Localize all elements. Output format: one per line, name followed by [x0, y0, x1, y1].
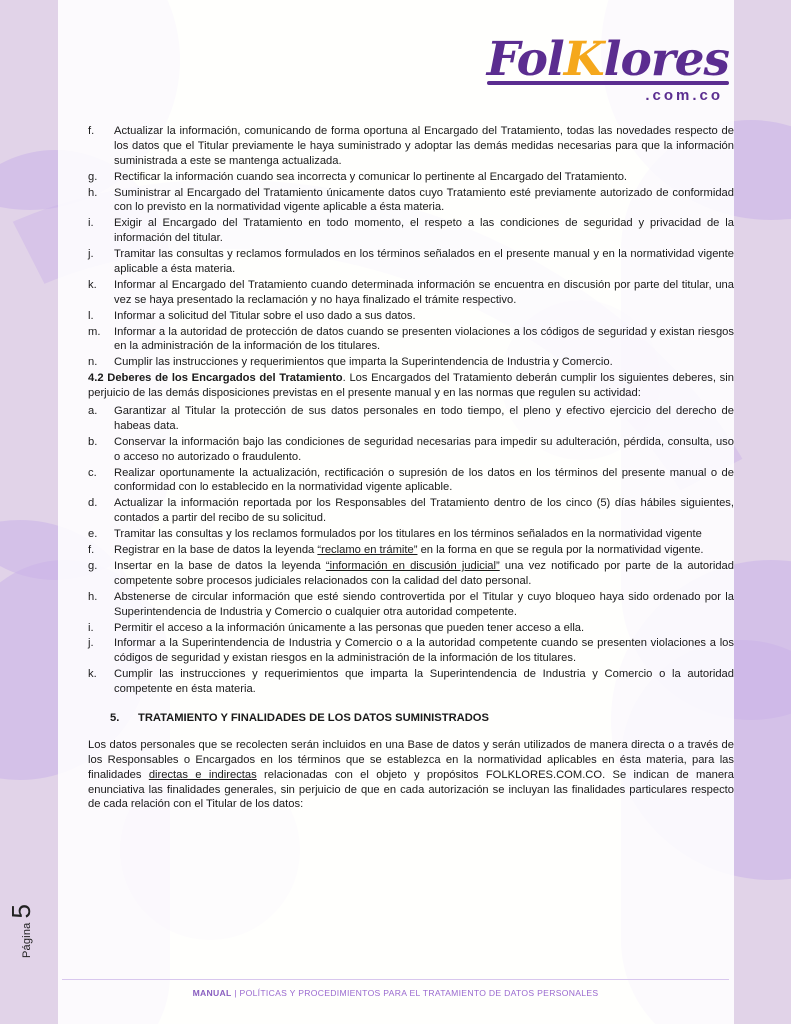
list-marker: j.	[88, 637, 94, 650]
list-item	[88, 435, 734, 465]
list-item	[88, 186, 734, 216]
section-5-heading	[88, 711, 734, 726]
list-marker: a.	[88, 405, 98, 418]
list-item	[88, 404, 734, 434]
list-item	[88, 590, 734, 620]
list-text	[114, 559, 734, 589]
section-5-number: 5.	[110, 711, 120, 724]
footer-divider	[62, 979, 729, 980]
section-5-paragraph-pre: Los datos personales que se recolecten serán incluidos en una Base de datos y serán utilizados de manera directa o a través de los Responsables o Encargados en los términos que se establezca en la normatividad aplicables en ésta materia, para las finalidades	[88, 738, 734, 781]
logo-domain: .com.co	[645, 87, 723, 104]
list-item	[88, 278, 734, 308]
list-text: Permitir el acceso a la información únicamente a las personas que pueden tener acceso a ella.	[114, 621, 585, 634]
footer-title: POLÍTICAS Y PROCEDIMIENTOS PARA EL TRATAMIENTO DE DATOS PERSONALES	[239, 988, 599, 998]
section-5-paragraph-underlined: directas e indirectas	[148, 768, 257, 781]
list-text: Informar a solicitud del Titular sobre el uso dado a sus datos.	[114, 309, 416, 322]
list-text: Tramitar las consultas y los reclamos formulados por los titulares en los términos señalados en la normatividad vigente	[114, 528, 702, 541]
list-item	[88, 170, 734, 185]
section-42-intro-text: . Los Encargados del Tratamiento deberán cumplir los siguientes deberes, sin perjuicio de las demás disposiciones previstas en el presente manual y en las normas que regulen su actividad:	[88, 372, 734, 400]
list-item	[88, 559, 734, 589]
deberes-encargados-list	[88, 404, 734, 697]
logo-letter-k: K	[563, 32, 604, 87]
list-text-pre: Registrar en la base de datos la leyenda	[114, 544, 318, 557]
list-text: Abstenerse de circular información que esté siendo controvertida por el Titular y cuyo bloqueo haya sido ordenado por la Superintendencia de Industria y Comercio o cualquier otra autoridad competente.	[114, 590, 734, 618]
list-marker: d.	[88, 497, 98, 510]
list-text-post: en la forma en que se regula por la normatividad vigente.	[417, 544, 704, 557]
list-marker: f.	[88, 544, 95, 557]
section-5-title: TRATAMIENTO Y FINALIDADES DE LOS DATOS SUMINISTRADOS	[138, 711, 489, 724]
section-42-heading: 4.2 Deberes de los Encargados del Tratamiento	[88, 372, 343, 385]
list-item	[88, 496, 734, 526]
list-item	[88, 636, 734, 666]
list-marker: m.	[88, 325, 101, 338]
list-marker: i.	[88, 217, 94, 230]
list-marker: j.	[88, 248, 94, 261]
list-text	[114, 543, 734, 558]
list-text: Exigir al Encargado del Tratamiento en todo momento, el respeto a las condiciones de seguridad y privacidad de la información del titular.	[114, 217, 734, 245]
list-text-pre: Insertar en la base de datos la leyenda	[114, 559, 326, 572]
list-text: Suministrar al Encargado del Tratamiento únicamente datos cuyo Tratamiento esté previamente autorizado de conformidad con lo previsto en la normatividad vigente aplicable a ésta materia.	[114, 186, 734, 214]
list-marker: l.	[88, 309, 94, 322]
list-text: Conservar la información bajo las condiciones de seguridad necesarias para impedir su adulteración, pérdida, consulta, uso o acceso no autorizado o fraudulento.	[114, 435, 734, 463]
list-text-underlined: “información en discusión judicial”	[325, 559, 500, 572]
list-item	[88, 325, 734, 355]
logo-text-post: lores	[603, 32, 729, 87]
list-text: Informar a la autoridad de protección de datos cuando se presenten violaciones a los códigos de seguridad y existan riesgos en la administración de la información de los titulares.	[114, 325, 734, 353]
logo-text-pre: Fol	[486, 32, 564, 87]
list-item	[88, 527, 734, 542]
list-text: Tramitar las consultas y reclamos formulados en los términos señalados en el presente manual y en la normatividad vigente aplicable a ésta materia.	[114, 248, 734, 276]
list-item	[88, 667, 734, 697]
list-marker: g.	[88, 170, 98, 183]
list-text: Realizar oportunamente la actualización, rectificación o supresión de los datos en los términos del presente manual o de conformidad con lo establecido en la normatividad vigente aplicable.	[114, 466, 734, 494]
page-footer	[0, 988, 791, 998]
list-item	[88, 466, 734, 496]
page-label: Página	[21, 922, 33, 958]
list-text: Actualizar la información reportada por los Responsables del Tratamiento dentro de los cinco (5) días hábiles siguientes, contados a partir del recibo de su solicitud.	[114, 497, 734, 525]
list-item	[88, 309, 734, 324]
list-marker: e.	[88, 528, 98, 541]
list-item	[88, 543, 734, 558]
list-marker: k.	[88, 278, 97, 291]
list-text: Rectificar la información cuando sea incorrecta y comunicar lo pertinente al Encargado del Tratamiento.	[114, 170, 628, 183]
page-number-sidebar	[8, 904, 34, 958]
section-5-paragraph	[88, 738, 734, 812]
list-marker: h.	[88, 186, 98, 199]
list-marker: c.	[88, 466, 97, 479]
list-text-underlined: “reclamo en trámite”	[317, 544, 418, 557]
document-body	[88, 124, 734, 815]
list-item	[88, 124, 734, 169]
deberes-responsables-list	[88, 124, 734, 370]
list-marker: h.	[88, 590, 98, 603]
list-text: Cumplir las instrucciones y requerimientos que imparta la Superintendencia de Industria y Comercio o la autoridad competente en ésta materia.	[114, 668, 734, 696]
list-marker: k.	[88, 668, 97, 681]
list-text-post: una vez notificado por parte de la autoridad competente sobre procesos judiciales relacionados con la calidad del dato personal.	[114, 559, 735, 587]
list-marker: b.	[88, 435, 98, 448]
list-item	[88, 247, 734, 277]
list-marker: f.	[88, 125, 95, 137]
logo-wordmark	[486, 32, 729, 87]
list-text: Cumplir las instrucciones y requerimientos que imparta la Superintendencia de Industria y Comercio.	[114, 356, 613, 369]
list-text: Garantizar al Titular la protección de sus datos personales en todo tiempo, el pleno y efectivo ejercicio del derecho de habeas data.	[114, 405, 734, 432]
footer-separator: |	[231, 988, 240, 998]
list-marker: i.	[88, 621, 94, 634]
list-item	[88, 621, 734, 636]
page-number: 5	[6, 904, 36, 919]
list-item	[88, 355, 734, 370]
folklores-logo	[486, 32, 729, 104]
list-marker: n.	[88, 356, 98, 369]
list-item	[88, 216, 734, 246]
section-5-paragraph-post: relacionadas con el objeto y propósitos FOLKLORES.COM.CO. Se indican de manera enunciativa las finalidades generales, sin perjuicio de que en cada autorización se incluyan las finalidades particulares respecto de cada relación con el Titular de los datos:	[88, 768, 734, 811]
list-marker: g.	[88, 559, 98, 572]
section-42-intro-paragraph	[88, 371, 734, 401]
list-text: Actualizar la información, comunicando de forma oportuna al Encargado del Tratamiento, todas las novedades respecto de los datos que el Titular previamente le haya suministrado y adoptar las demás medidas necesarias para que la información suministrada a este se mantenga actualizada.	[114, 125, 734, 167]
footer-manual-label: MANUAL	[192, 988, 232, 998]
list-text: Informar a la Superintendencia de Industria y Comercio o a la autoridad competente cuando se presenten violaciones a los códigos de seguridad y existan riesgos en la administración de la información de los titulares.	[114, 637, 734, 665]
list-text: Informar al Encargado del Tratamiento cuando determinada información se encuentra en discusión por parte del titular, una vez se haya presentado la reclamación y no haya finalizado el trámite respectivo.	[114, 278, 734, 306]
